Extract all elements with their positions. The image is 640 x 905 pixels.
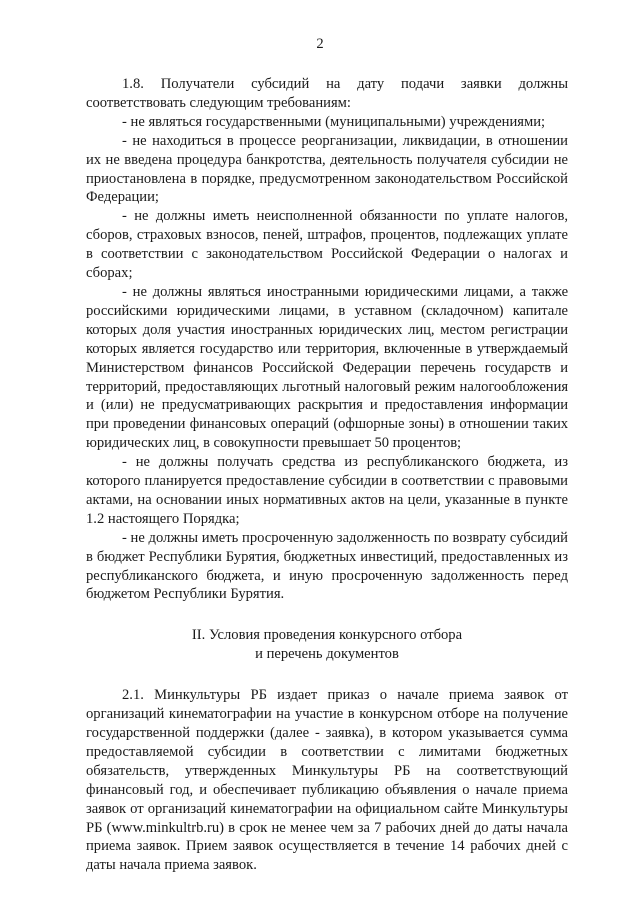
page-number: 2	[316, 36, 324, 52]
requirement-item: - не должны получать средства из республиканского бюджета, из которого планируется предоставление субсидии в соответствии с правовыми актами, на основании иных нормативных актов на цели, указанные в пункте 1.2 настоящего Порядка;	[86, 454, 568, 527]
document-body	[86, 75, 568, 875]
paragraph-1-8: 1.8. Получатели субсидий на дату подачи заявки должны соответствовать следующим требованиям:	[86, 76, 568, 111]
section-heading	[86, 626, 568, 664]
section-heading-line-1: II. Условия проведения конкурсного отбора	[191, 627, 463, 644]
requirement-item: - не должны иметь просроченную задолженность по возврату субсидий в бюджет Республики Бурятия, бюджетных инвестиций, предоставленных из республиканского бюджета, и иную просроченную задолженность перед бюджетом Республики Бурятия.	[86, 529, 568, 603]
requirement-item: - не должны иметь неисполненной обязанности по уплате налогов, сборов, страховых взносов, пеней, штрафов, процентов, подлежащих уплате в соответствии с законодательством Российской Федерации о налогах и сборах;	[86, 208, 568, 282]
requirement-item: - не являться государственными (муниципальными) учреждениями;	[122, 113, 546, 130]
section-heading-line-2: и перечень документов	[255, 646, 399, 663]
requirement-item: - не должны являться иностранными юридическими лицами, а также российскими юридическими лицами, в уставном (складочном) капитале которых доля участия иностранных юридических лиц, местом регистрации которых является государство или территория, включенные в утверждаемый Министерством финансов Российской Федерации перечень государств и территорий, предоставляющих льготный налоговый режим налогообложения и (или) не предусматривающих раскрытия и предоставления информации при проведении финансовых операций (офшорные зоны) в отношении таких юридических лиц, в совокупности превышает 50 процентов;	[86, 283, 568, 452]
section-eligibility-requirements	[86, 75, 568, 604]
section-conditions	[86, 686, 568, 875]
paragraph-2-1: 2.1. Минкультуры РБ издает приказ о начале приема заявок от организаций кинематографии на участие в конкурсном отборе на получение государственной поддержки (далее - заявка), в котором указывается сумма предоставляемой субсидии в соответствии с лимитами бюджетных обязательств, утвержденных Минкультуры РБ на соответствующий финансовый год, и обеспечивает публикацию объявления о начале приема заявок от организаций кинематографии на официальном сайте Минкультуры РБ (www.minkultrb.ru) в срок не менее чем за 7 рабочих дней до даты начала приема заявок. Прием заявок осуществляется в течение 14 рабочих дней с даты начала приема заявок.	[86, 687, 568, 874]
requirement-item: - не находиться в процессе реорганизации, ликвидации, в отношении их не введена процедура банкротства, деятельность получателя субсидии не приостановлена в порядке, предусмотренном законодательством Российской Федерации;	[86, 132, 568, 206]
